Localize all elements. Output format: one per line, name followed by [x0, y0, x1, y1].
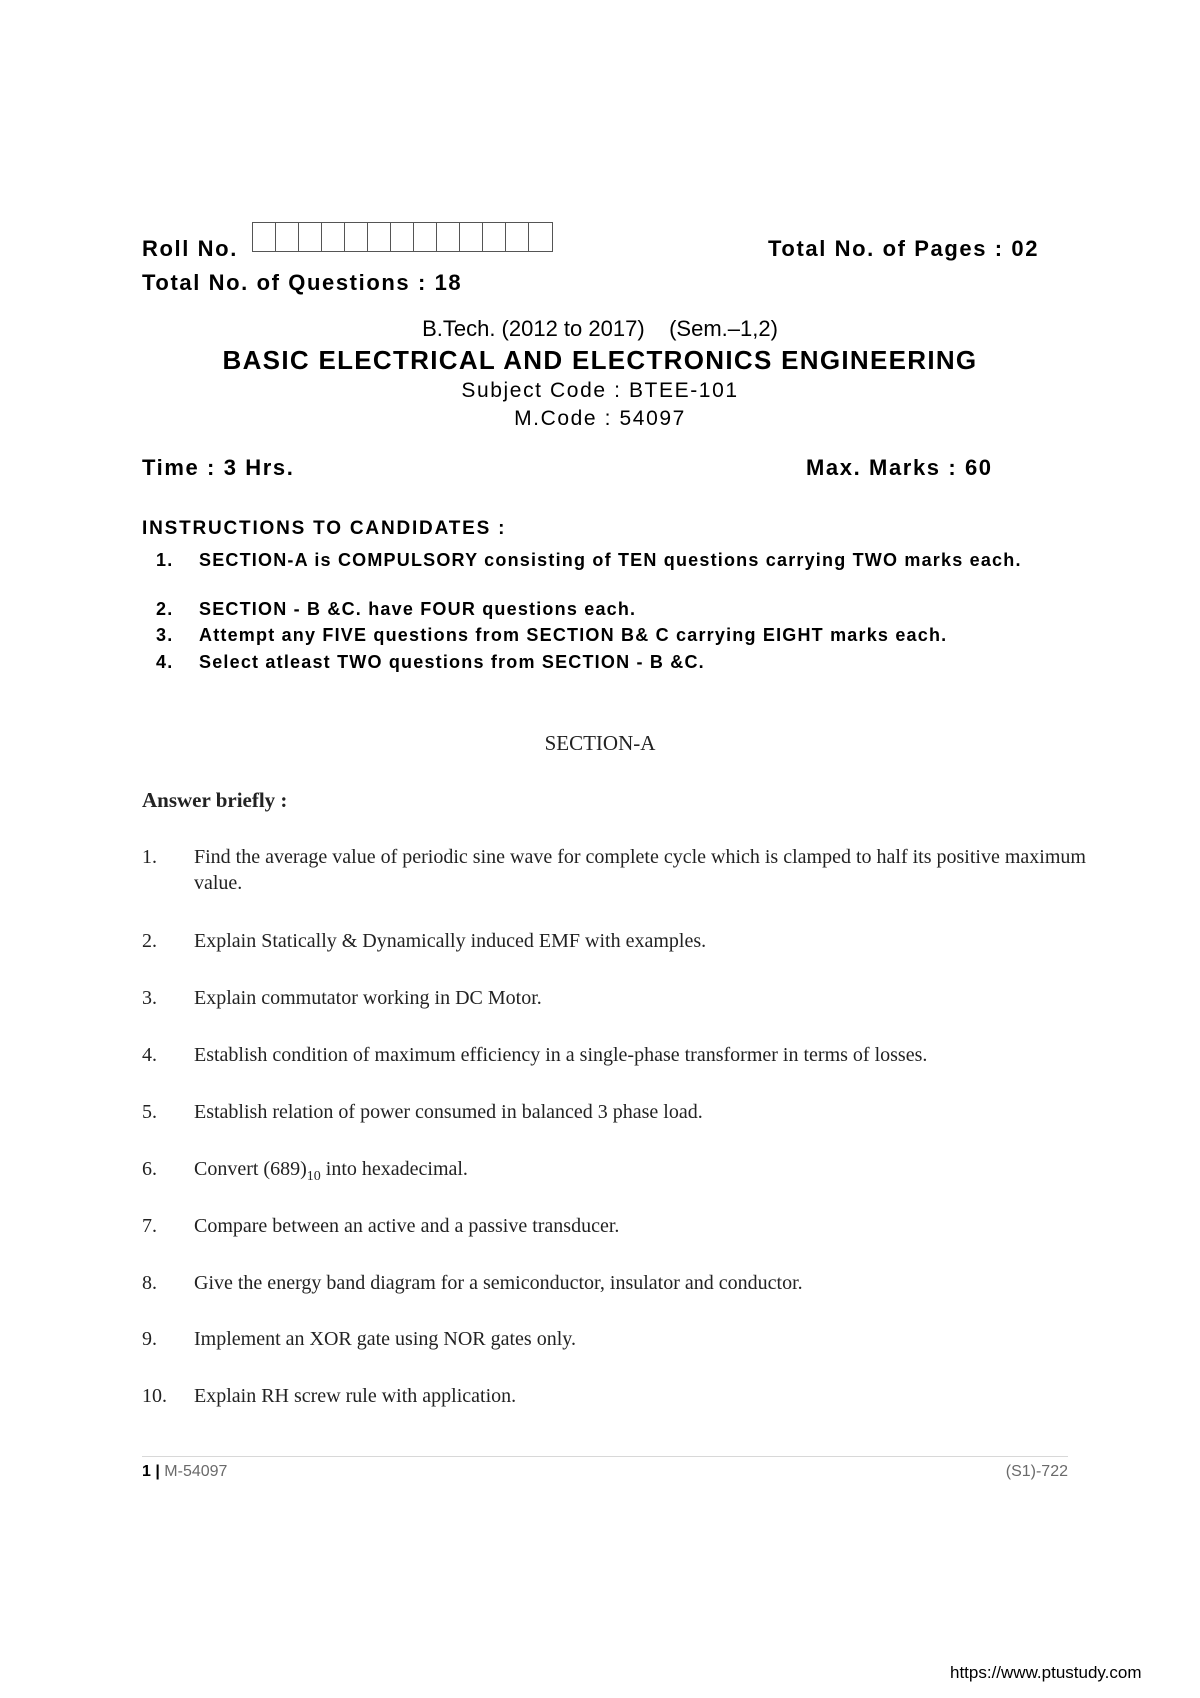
instruction-text: Select atleast TWO questions from SECTION - B &C.	[199, 652, 705, 672]
question-text-part: into hexadecimal.	[320, 1158, 468, 1180]
question-item	[142, 1326, 1142, 1352]
course-line: B.Tech. (2012 to 2017) (Sem.–1,2)	[422, 316, 778, 341]
instruction-number: 2.	[156, 599, 174, 619]
question-number: 3.	[142, 987, 157, 1009]
question-text: Find the average value of periodic sine wave for complete cycle which is clamped to half its positive maximum value.	[194, 846, 1086, 894]
footer-separator: |	[155, 1463, 160, 1480]
instruction-number: 4.	[156, 652, 174, 672]
question-item	[142, 1213, 1142, 1239]
question-number: 6.	[142, 1158, 157, 1180]
question-text: Explain Statically & Dynamically induced EMF with examples.	[194, 930, 707, 952]
subject-code: Subject Code : BTEE-101	[461, 379, 739, 402]
footer-m-code: M-54097	[164, 1463, 228, 1480]
question-text	[194, 1156, 1114, 1190]
instruction-item	[142, 549, 1142, 597]
question-item	[142, 985, 1142, 1011]
question-text: Establish condition of maximum efficiency in a single-phase transformer in terms of losses.	[194, 1044, 928, 1066]
question-text: Explain commutator working in DC Motor.	[194, 987, 542, 1009]
total-pages: Total No. of Pages : 02	[768, 236, 1040, 261]
instruction-item	[142, 598, 1142, 622]
instruction-number: 1.	[156, 550, 174, 570]
question-subscript: 10	[306, 1169, 321, 1184]
total-questions: Total No. of Questions : 18	[142, 270, 463, 295]
question-number: 10.	[142, 1385, 167, 1407]
question-text: Compare between an active and a passive transducer.	[194, 1215, 620, 1237]
question-item	[142, 1156, 1142, 1182]
question-item	[142, 1383, 1142, 1409]
question-text: Give the energy band diagram for a semiconductor, insulator and conductor.	[194, 1272, 803, 1294]
roll-number-label: Roll No.	[142, 236, 238, 261]
section-title: SECTION-A	[544, 731, 656, 755]
question-number: 8.	[142, 1272, 157, 1294]
max-marks: Max. Marks : 60	[806, 455, 993, 480]
instruction-item	[142, 624, 1142, 648]
question-item	[142, 928, 1142, 954]
exam-time: Time : 3 Hrs.	[142, 455, 295, 480]
footer-divider	[142, 1456, 1068, 1457]
roll-number-boxes[interactable]	[252, 222, 553, 252]
footer-left	[142, 1463, 227, 1481]
instruction-text: SECTION-A is COMPULSORY consisting of TEN questions carrying TWO marks each.	[199, 550, 1022, 570]
subject-title: BASIC ELECTRICAL AND ELECTRONICS ENGINEERING	[222, 345, 978, 375]
question-number: 2.	[142, 930, 157, 952]
watermark-url: https://www.ptustudy.com	[950, 1663, 1142, 1682]
instruction-number: 3.	[156, 625, 174, 645]
instructions-title: INSTRUCTIONS TO CANDIDATES :	[142, 518, 507, 539]
question-number: 7.	[142, 1215, 157, 1237]
question-number: 1.	[142, 846, 157, 868]
question-text: Implement an XOR gate using NOR gates only.	[194, 1328, 576, 1350]
question-text: Explain RH screw rule with application.	[194, 1385, 517, 1407]
page-number: 1	[142, 1463, 151, 1480]
question-text-part: Convert (689)	[194, 1158, 307, 1180]
question-item	[142, 1099, 1142, 1125]
footer-batch: (S1)-722	[1005, 1463, 1068, 1480]
instruction-text: Attempt any FIVE questions from SECTION B& C carrying EIGHT marks each.	[199, 625, 948, 645]
instruction-item	[142, 651, 1142, 675]
question-number: 5.	[142, 1101, 157, 1123]
question-item	[142, 1042, 1142, 1068]
question-text: Establish relation of power consumed in balanced 3 phase load.	[194, 1101, 703, 1123]
instruction-text: SECTION - B &C. have FOUR questions each.	[199, 599, 637, 619]
question-number: 9.	[142, 1328, 157, 1350]
question-item	[142, 1270, 1142, 1296]
m-code: M.Code : 54097	[514, 407, 686, 430]
question-number: 4.	[142, 1044, 157, 1066]
section-subtitle: Answer briefly :	[142, 788, 288, 812]
question-item	[142, 844, 1142, 896]
